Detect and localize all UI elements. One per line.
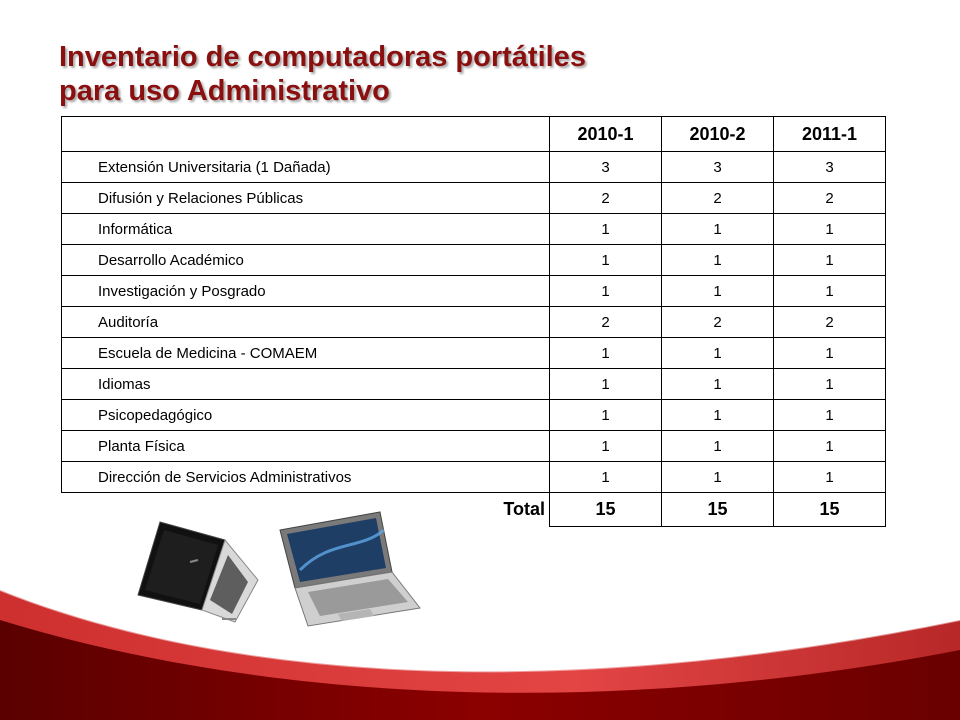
title-line-1: Inventario de computadoras portátiles — [59, 41, 586, 73]
row-label: Auditoría — [62, 307, 550, 338]
table-row — [62, 307, 886, 338]
row-value: 1 — [774, 431, 886, 462]
table-row — [62, 245, 886, 276]
row-value: 1 — [662, 245, 774, 276]
row-value: 1 — [550, 462, 662, 493]
row-value: 3 — [662, 152, 774, 183]
row-value: 1 — [774, 338, 886, 369]
row-label: Difusión y Relaciones Públicas — [62, 183, 550, 214]
row-value: 1 — [550, 276, 662, 307]
row-value: 1 — [774, 462, 886, 493]
row-value: 1 — [550, 338, 662, 369]
header-cell-2010-2: 2010-2 — [662, 117, 774, 152]
row-value: 2 — [550, 183, 662, 214]
row-value: 1 — [662, 369, 774, 400]
black-laptop-icon — [138, 522, 258, 622]
row-label: Escuela de Medicina - COMAEM — [62, 338, 550, 369]
total-label: Total — [62, 493, 550, 527]
row-label: Idiomas — [62, 369, 550, 400]
row-label: Extensión Universitaria (1 Dañada) — [62, 152, 550, 183]
title-line-2: para uso Administrativo — [59, 75, 390, 107]
header-cell-empty — [62, 117, 550, 152]
table-row — [62, 214, 886, 245]
table-row — [62, 369, 886, 400]
row-label: Informática — [62, 214, 550, 245]
row-value: 1 — [774, 276, 886, 307]
table-row — [62, 276, 886, 307]
table-row — [62, 152, 886, 183]
slide-title — [59, 40, 759, 108]
total-value: 15 — [774, 493, 886, 527]
table-row — [62, 431, 886, 462]
row-value: 1 — [550, 214, 662, 245]
row-value: 1 — [550, 400, 662, 431]
row-label: Desarrollo Académico — [62, 245, 550, 276]
header-cell-2010-1: 2010-1 — [550, 117, 662, 152]
row-value: 1 — [662, 214, 774, 245]
row-value: 1 — [774, 369, 886, 400]
row-value: 3 — [550, 152, 662, 183]
row-value: 1 — [662, 431, 774, 462]
table-row — [62, 400, 886, 431]
row-value: 1 — [662, 338, 774, 369]
row-value: 1 — [774, 245, 886, 276]
table-row — [62, 183, 886, 214]
row-label: Psicopedagógico — [62, 400, 550, 431]
row-label: Planta Física — [62, 431, 550, 462]
row-value: 2 — [662, 307, 774, 338]
row-value: 1 — [662, 400, 774, 431]
inventory-table-body — [62, 117, 886, 527]
row-value: 3 — [774, 152, 886, 183]
row-value: 1 — [662, 276, 774, 307]
laptops-image — [130, 510, 440, 630]
row-label: Investigación y Posgrado — [62, 276, 550, 307]
table-header-row — [62, 117, 886, 152]
table-row — [62, 462, 886, 493]
table-row — [62, 338, 886, 369]
row-value: 2 — [774, 183, 886, 214]
row-value: 2 — [662, 183, 774, 214]
row-value: 2 — [550, 307, 662, 338]
row-label: Dirección de Servicios Administrativos — [62, 462, 550, 493]
row-value: 1 — [550, 431, 662, 462]
silver-laptop-icon — [280, 512, 420, 626]
row-value: 1 — [662, 462, 774, 493]
inventory-table — [61, 116, 886, 527]
row-value: 1 — [550, 369, 662, 400]
header-cell-2011-1: 2011-1 — [774, 117, 886, 152]
row-value: 2 — [774, 307, 886, 338]
row-value: 1 — [550, 245, 662, 276]
total-value: 15 — [550, 493, 662, 527]
total-value: 15 — [662, 493, 774, 527]
row-value: 1 — [774, 400, 886, 431]
row-value: 1 — [774, 214, 886, 245]
